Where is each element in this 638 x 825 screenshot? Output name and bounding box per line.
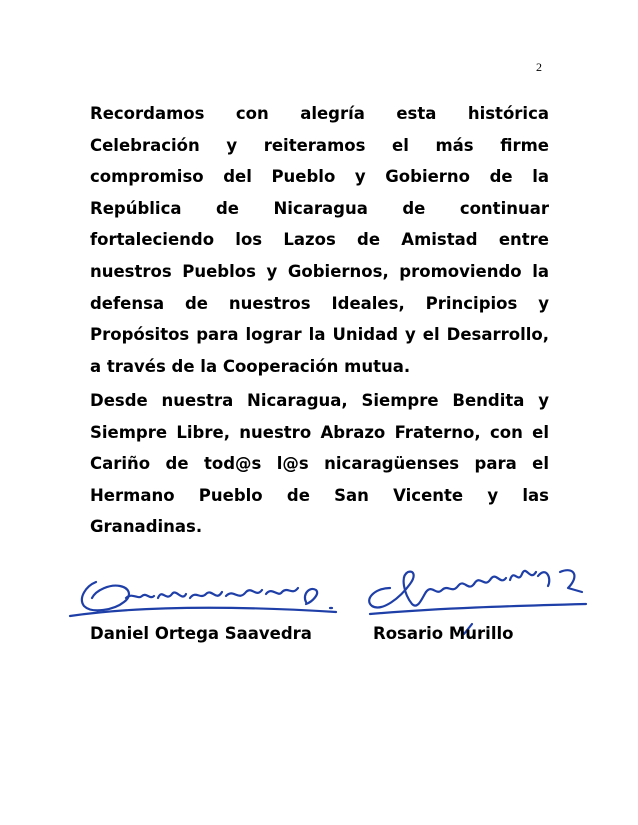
paragraph-celebration: Recordamos con alegría esta histórica Celebración y reiteramos el más firme compromiso del Pueblo y Gobierno de la República de Nicaragua de continuar fortaleciendo los Lazos de Amistad entre nuestros Pueblos y Gobiernos, promoviendo la defensa de nuestros Ideales, Principios y Propósitos para lograr la Unidad y el Desarrollo, a través de la Cooperación mutua.: [90, 104, 549, 376]
signature-daniel-ortega: [66, 568, 342, 628]
page-number: 2: [536, 60, 542, 74]
paragraph-greeting: Desde nuestra Nicaragua, Siempre Bendita y Siempre Libre, nuestro Abrazo Fraterno, con el Cariño de tod@s l@s nicaragüenses para el Hermano Pueblo de San Vicente y las Granadinas.: [90, 391, 549, 537]
signatory-name-left: Daniel Ortega Saavedra: [90, 624, 312, 643]
signatory-name-right: Rosario Murillo: [373, 624, 514, 643]
